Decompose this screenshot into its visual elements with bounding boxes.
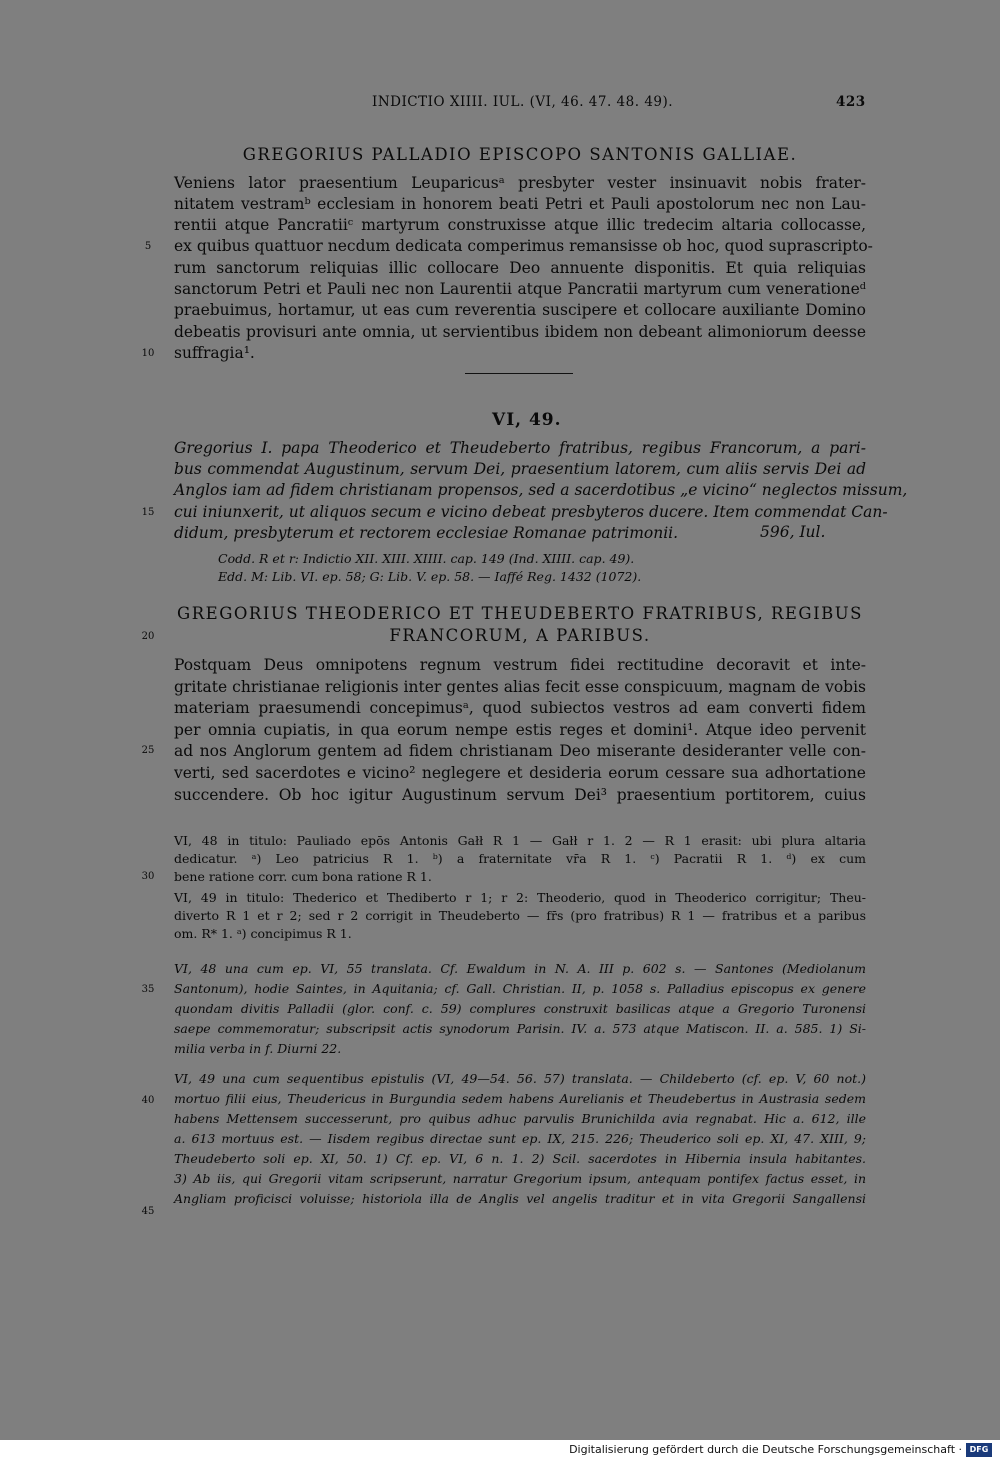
dfg-logo: DFG — [966, 1443, 992, 1457]
commentary-line: VI, 49 una cum sequentibus epistulis (VI, 49—54. 56. 57) translata. — Childeberto (cf. ep. V, 60 not.) — [174, 1071, 866, 1086]
page-number: 423 — [836, 94, 866, 110]
apparatus-line: dedicatur. ᵃ) Leo patricius R 1. ᵇ) a fraternitate vr̄a R 1. ᶜ) Pacratii R 1. ᵈ) ex cum — [174, 851, 866, 866]
letter1-line: sanctorum Petri et Pauli nec non Laurentii atque Pancratii martyrum cum venerationeᵈ — [174, 280, 866, 298]
editions-line: Edd. M: Lib. VI. ep. 58; G: Lib. V. ep. 58. — Iaffé Reg. 1432 (1072). — [218, 569, 642, 584]
commentary-line: saepe commemoratur; subscripsit actis synodorum Parisin. IV. a. 573 atque Matiscon. II. a. 585. 1) Si- — [174, 1021, 866, 1036]
summary-line: cui iniunxerit, ut aliquos secum e vicino debeat presbyteros ducere. Item commendat Can- — [174, 503, 888, 521]
letter2-line: gritate christianae religionis inter gentes alias fecit esse conspicuum, magnam de vobis — [174, 678, 866, 696]
letter1-line: debeatis provisuri ante omnia, ut servientibus ibidem non debeant alimoniorum deesse — [174, 323, 866, 341]
summary-line: bus commendat Augustinum, servum Dei, praesentium latorem, cum aliis servis Dei ad — [174, 460, 866, 478]
margin-line-number: 40 — [141, 1095, 155, 1106]
apparatus-line: VI, 49 in titulo: Thederico et Thediberto r 1; r 2: Theoderio, quod in Theoderico corrigitur; Theu- — [174, 890, 866, 905]
summary-line: Gregorius I. papa Theoderico et Theudeberto fratribus, regibus Francorum, a pari- — [174, 439, 866, 457]
letter2-title: GREGORIUS THEODERICO ET THEUDEBERTO FRATRIBUS, REGIBUS — [177, 604, 863, 623]
letter-date: 596, Iul. — [760, 523, 826, 541]
section-separator — [465, 373, 573, 374]
letter2-title-continued: FRANCORUM, A PARIBUS. — [389, 626, 651, 645]
summary-line: didum, presbyterum et rectorem ecclesiae Romanae patrimonii. — [174, 524, 679, 542]
letter1-line: nitatem vestramᵇ ecclesiam in honorem beati Petri et Pauli apostolorum nec non Lau- — [174, 195, 866, 213]
letter1-line: rentii atque Pancratiiᶜ martyrum construxisse atque illic tredecim altaria collocasse, — [174, 216, 866, 234]
apparatus-line: VI, 48 in titulo: Pauliado epōs Antonis Gałł R 1 — Gałł r 1. 2 — R 1 erasit: ubi plura altaria — [174, 833, 866, 848]
letter1-line: ex quibus quattuor necdum dedicata comperimus remansisse ob hoc, quod suprascripto- — [174, 237, 873, 255]
margin-line-number: 15 — [141, 507, 155, 518]
letter2-line: Postquam Deus omnipotens regnum vestrum fidei rectitudine decoravit et inte- — [174, 656, 866, 674]
commentary-line: VI, 48 una cum ep. VI, 55 translata. Cf. Ewaldum in N. A. III p. 602 s. — Santones (Mediolanum — [174, 961, 866, 976]
letter2-line: ad nos Anglorum gentem ad fidem christianam Deo miserante desideranter velle con- — [174, 742, 866, 760]
commentary-line: Theudeberto soli ep. XI, 50. 1) Cf. ep. VI, 6 n. 1. 2) Scil. sacerdotes in Hibernia insula habitantes. — [174, 1151, 866, 1166]
apparatus-line: om. R* 1. ᵃ) concipimus R 1. — [174, 926, 352, 941]
commentary-line: quondam divitis Palladii (glor. conf. c. 59) complures construxit basilicas atque a Gregorio Turonensi — [174, 1001, 866, 1016]
commentary-line: Santonum), hodie Saintes, in Aquitania; cf. Gall. Christian. II, p. 1058 s. Palladius episcopus ex genere — [174, 981, 866, 996]
commentary-line: Angliam proficisci voluisse; historiola illa de Anglis vel angelis traditur et in vita Gregorii Sangallensi — [174, 1191, 866, 1206]
letter2-line: per omnia cupiatis, in qua eorum nempe estis reges et domini¹. Atque ideo pervenit — [174, 721, 866, 739]
margin-line-number: 10 — [141, 348, 155, 359]
margin-line-number: 25 — [141, 745, 155, 756]
footer-credit: Digitalisierung gefördert durch die Deutsche Forschungsgemeinschaft · — [569, 1443, 962, 1456]
letter2-line: materiam praesumendi concepimusᵃ, quod subiectos vestros ad eam converti fidem — [174, 699, 866, 717]
commentary-line: a. 613 mortuus est. — Iisdem regibus directae sunt ep. IX, 215. 226; Theuderico soli ep. XI, 47. XIII, 9; — [174, 1131, 866, 1146]
commentary-line: 3) Ab iis, qui Gregorii vitam scripserunt, narratur Gregorium ipsum, antequam pontifex factus esset, in — [174, 1171, 866, 1186]
commentary-line: mortuo filii eius, Theudericus in Burgundia sedem habens Aurelianis et Theudebertus in Austrasia sedem — [174, 1091, 866, 1106]
codices-line: Codd. R et r: Indictio XII. XIII. XIIII. cap. 149 (Ind. XIIII. cap. 49). — [218, 551, 635, 566]
letter1-line: rum sanctorum reliquias illic collocare Deo annuente disponitis. Et quia reliquias — [174, 259, 866, 277]
letter1-line: Veniens lator praesentium Leuparicusᵃ presbyter vester insinuavit nobis frater- — [174, 174, 866, 192]
letter2-line: succendere. Ob hoc igitur Augustinum servum Dei³ praesentium portitorem, cuius — [174, 786, 866, 804]
section-number: VI, 49. — [492, 410, 562, 430]
letter1-title: GREGORIUS PALLADIO EPISCOPO SANTONIS GALLIAE. — [242, 145, 798, 164]
margin-line-number: 35 — [141, 984, 155, 995]
commentary-line: milia verba in f. Diurni 22. — [174, 1041, 342, 1056]
letter2-line: verti, sed sacerdotes e vicino² neglegere et desideria eorum cessare sua adhortatione — [174, 764, 866, 782]
digitization-footer — [0, 1440, 1000, 1460]
apparatus-line: diverto R 1 et r 2; sed r 2 corrigit in Theudeberto — fr̄s (pro fratribus) R 1 — fratribus et a paribus — [174, 908, 866, 923]
margin-line-number: 30 — [141, 871, 155, 882]
commentary-line: habens Mettensem successerunt, pro quibus adhuc parvulis Brunichilda avia regnabat. Hic a. 612, ille — [174, 1111, 866, 1126]
apparatus-line: bene ratione corr. cum bona ratione R 1. — [174, 869, 432, 884]
margin-line-number: 45 — [141, 1206, 155, 1217]
letter1-line: suffragia¹. — [174, 344, 255, 362]
running-title: INDICTIO XIIII. IUL. (VI, 46. 47. 48. 49). — [372, 94, 674, 110]
letter1-line: praebuimus, hortamur, ut eas cum reverentia suscipere et collocare auxiliante Domino — [174, 301, 866, 319]
margin-line-number: 5 — [144, 241, 152, 252]
summary-line: Anglos iam ad fidem christianam propensos, sed a sacerdotibus „e vicino“ neglectos missum, — [174, 481, 908, 499]
margin-line-number: 20 — [141, 631, 155, 642]
